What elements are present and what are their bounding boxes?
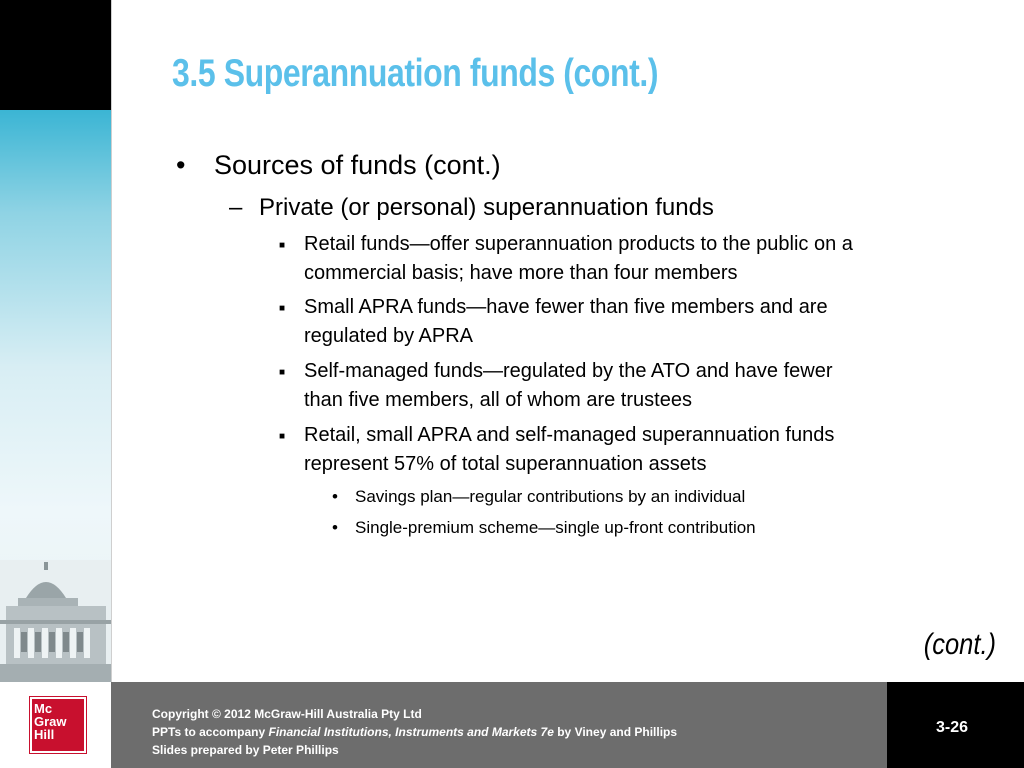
bullet-level4: • <box>332 518 338 537</box>
bullet-line: regulated by APRA <box>304 325 473 347</box>
square-bullet-icon: ■ <box>279 431 286 442</box>
square-bullet-icon: ■ <box>279 240 286 251</box>
logo-line: Hill <box>34 727 55 742</box>
bullet-line: represent 57% of total superannuation assets <box>304 453 707 475</box>
bullet-line: than five members, all of whom are trustees <box>304 389 692 411</box>
bullet-line: commercial basis; have more than four members <box>304 262 738 284</box>
sidebar-top-block <box>0 0 111 110</box>
bullet-line: Retail funds—offer superannuation products to the public on a <box>304 233 853 255</box>
bullet-line: Self-managed funds—regulated by the ATO and have fewer <box>304 360 833 382</box>
bullet-text-level1: Sources of funds (cont.) <box>214 150 501 180</box>
copyright-text: Copyright © 2012 McGraw-Hill Australia Pty Ltd <box>152 707 422 721</box>
bullet-item-level3 <box>304 357 984 415</box>
square-bullet-icon: ■ <box>279 367 286 378</box>
footer-copyright-block <box>152 705 677 759</box>
continued-label: (cont.) <box>923 628 996 661</box>
book-title: Financial Institutions, Instruments and Markets 7e <box>268 725 554 739</box>
logo-line: Graw <box>34 714 67 729</box>
sidebar-divider <box>111 0 112 682</box>
bullet-line: Retail, small APRA and self-managed superannuation funds <box>304 424 835 446</box>
square-bullet-icon: ■ <box>279 303 286 314</box>
bullet-item-level3 <box>304 421 984 479</box>
bullet-line: Small APRA funds—have fewer than five members and are <box>304 296 828 318</box>
ppt-prefix: PPTs to accompany <box>152 725 269 739</box>
dash-bullet-level2: – <box>229 194 243 221</box>
bullet-item-level3 <box>304 230 984 288</box>
building-illustration <box>0 560 111 682</box>
bullet-level4: • <box>332 487 338 506</box>
bullet-text-level2: Private (or personal) superannuation funds <box>259 194 714 221</box>
logo-line: Mc <box>34 701 53 716</box>
bullet-text-level4: Single-premium scheme—single up-front contribution <box>355 518 756 537</box>
ppt-suffix: by Viney and Phillips <box>553 725 678 739</box>
slide-title: 3.5 Superannuation funds (cont.) <box>172 52 659 95</box>
mcgraw-hill-logo <box>30 697 86 753</box>
bullet-item-level3 <box>304 293 984 351</box>
prepared-by: Slides prepared by Peter Phillips <box>152 743 339 757</box>
bullet-level1: • <box>176 150 186 180</box>
ppt-credit <box>152 723 677 741</box>
page-number: 3-26 <box>936 719 969 736</box>
bullet-text-level4: Savings plan—regular contributions by an individual <box>355 487 746 506</box>
